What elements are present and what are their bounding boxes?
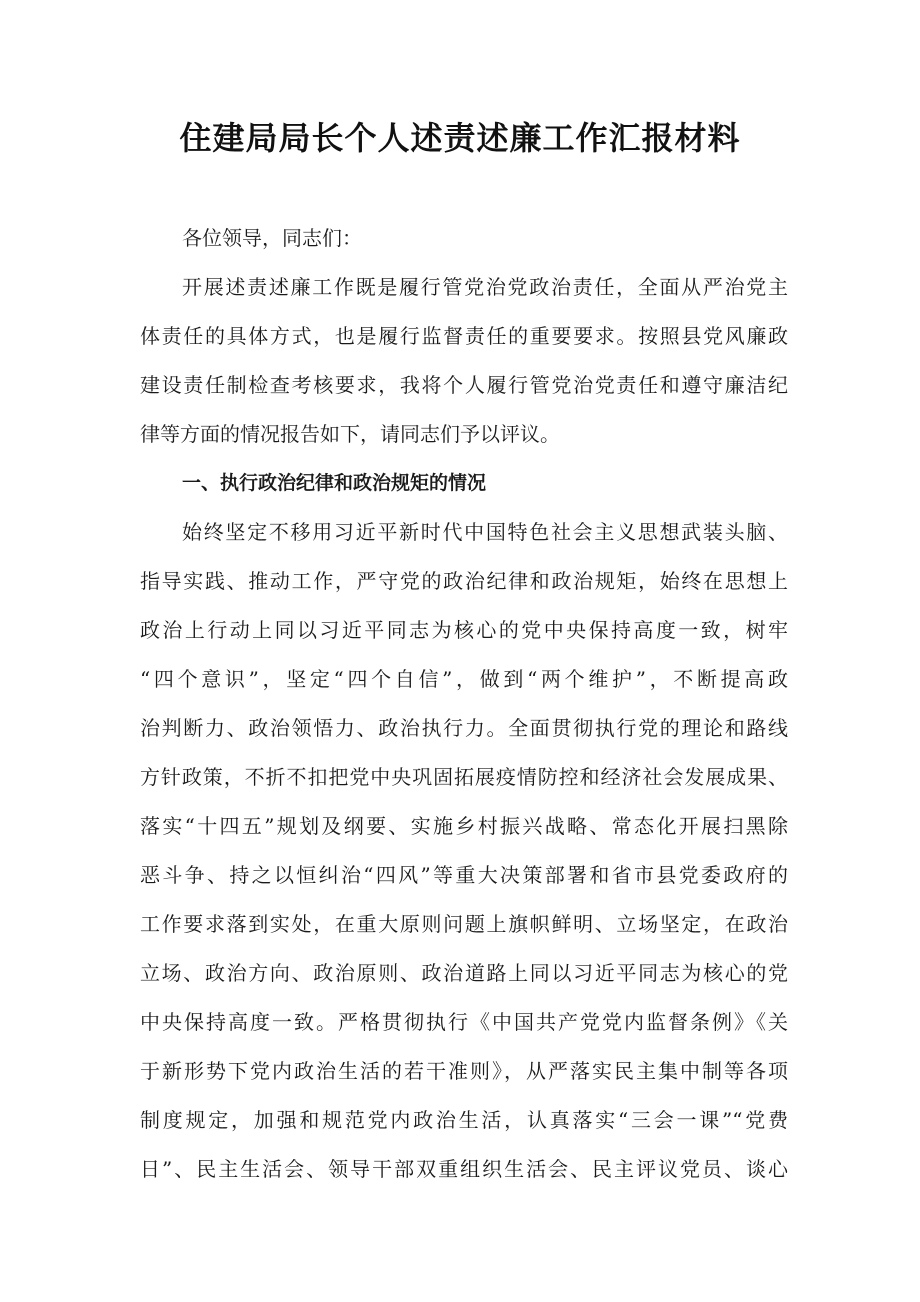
paragraph-line: 恶斗争、持之以恒纠治“四风”等重大决策部署和省市县党委政府的	[140, 863, 788, 887]
paragraph-line: 方针政策，不折不扣把党中央巩固拓展疫情防控和经济社会发展成果、	[140, 765, 788, 789]
paragraph-line: 治判断力、政治领悟力、政治执行力。全面贯彻执行党的理论和路线	[140, 716, 788, 740]
paragraph-line: 于新形势下党内政治生活的若干准则》，从严落实民主集中制等各项	[140, 1059, 788, 1083]
paragraph-line: 落实“十四五”规划及纲要、实施乡村振兴战略、常态化开展扫黑除	[140, 814, 788, 838]
paragraph-line: 建设责任制检查考核要求，我将个人履行管党治党责任和遵守廉洁纪	[140, 373, 788, 397]
salutation: 各位领导，同志们：	[182, 226, 362, 250]
document-title: 住建局局长个人述责述廉工作汇报材料	[179, 119, 741, 157]
paragraph-line: 工作要求落到实处，在重大原则问题上旗帜鲜明、立场坚定，在政治	[140, 912, 788, 936]
paragraph-line: 政治上行动上同以习近平同志为核心的党中央保持高度一致，树牢	[140, 618, 788, 642]
paragraph-line: 立场、政治方向、政治原则、政治道路上同以习近平同志为核心的党	[140, 961, 788, 985]
paragraph-line: 制度规定，加强和规范党内政治生活，认真落实“三会一课”“党费	[140, 1108, 788, 1132]
paragraph-intro	[140, 263, 788, 459]
paragraph-line: 中央保持高度一致。严格贯彻执行《中国共产党党内监督条例》《关	[140, 1010, 788, 1034]
paragraph-line: 日”、民主生活会、领导干部双重组织生活会、民主评议党员、谈心	[140, 1157, 788, 1181]
paragraph-line: 体责任的具体方式，也是履行监督责任的重要要求。按照县党风廉政	[140, 324, 788, 348]
paragraph-line: 律等方面的情况报告如下，请同志们予以评议。	[140, 422, 560, 446]
paragraph-line: 指导实践、推动工作，严守党的政治纪律和政治规矩，始终在思想上	[140, 569, 788, 593]
paragraph-line: “四个意识”，坚定“四个自信”，做到“两个维护”，不断提高政	[140, 667, 788, 691]
paragraph-political-discipline	[140, 508, 788, 1194]
paragraph-line: 开展述责述廉工作既是履行管党治党政治责任，全面从严治党主	[182, 275, 788, 299]
paragraph-line: 始终坚定不移用习近平新时代中国特色社会主义思想武装头脑、	[182, 520, 788, 544]
section-heading: 一、执行政治纪律和政治规矩的情况	[182, 472, 487, 494]
document-body	[140, 214, 788, 1194]
